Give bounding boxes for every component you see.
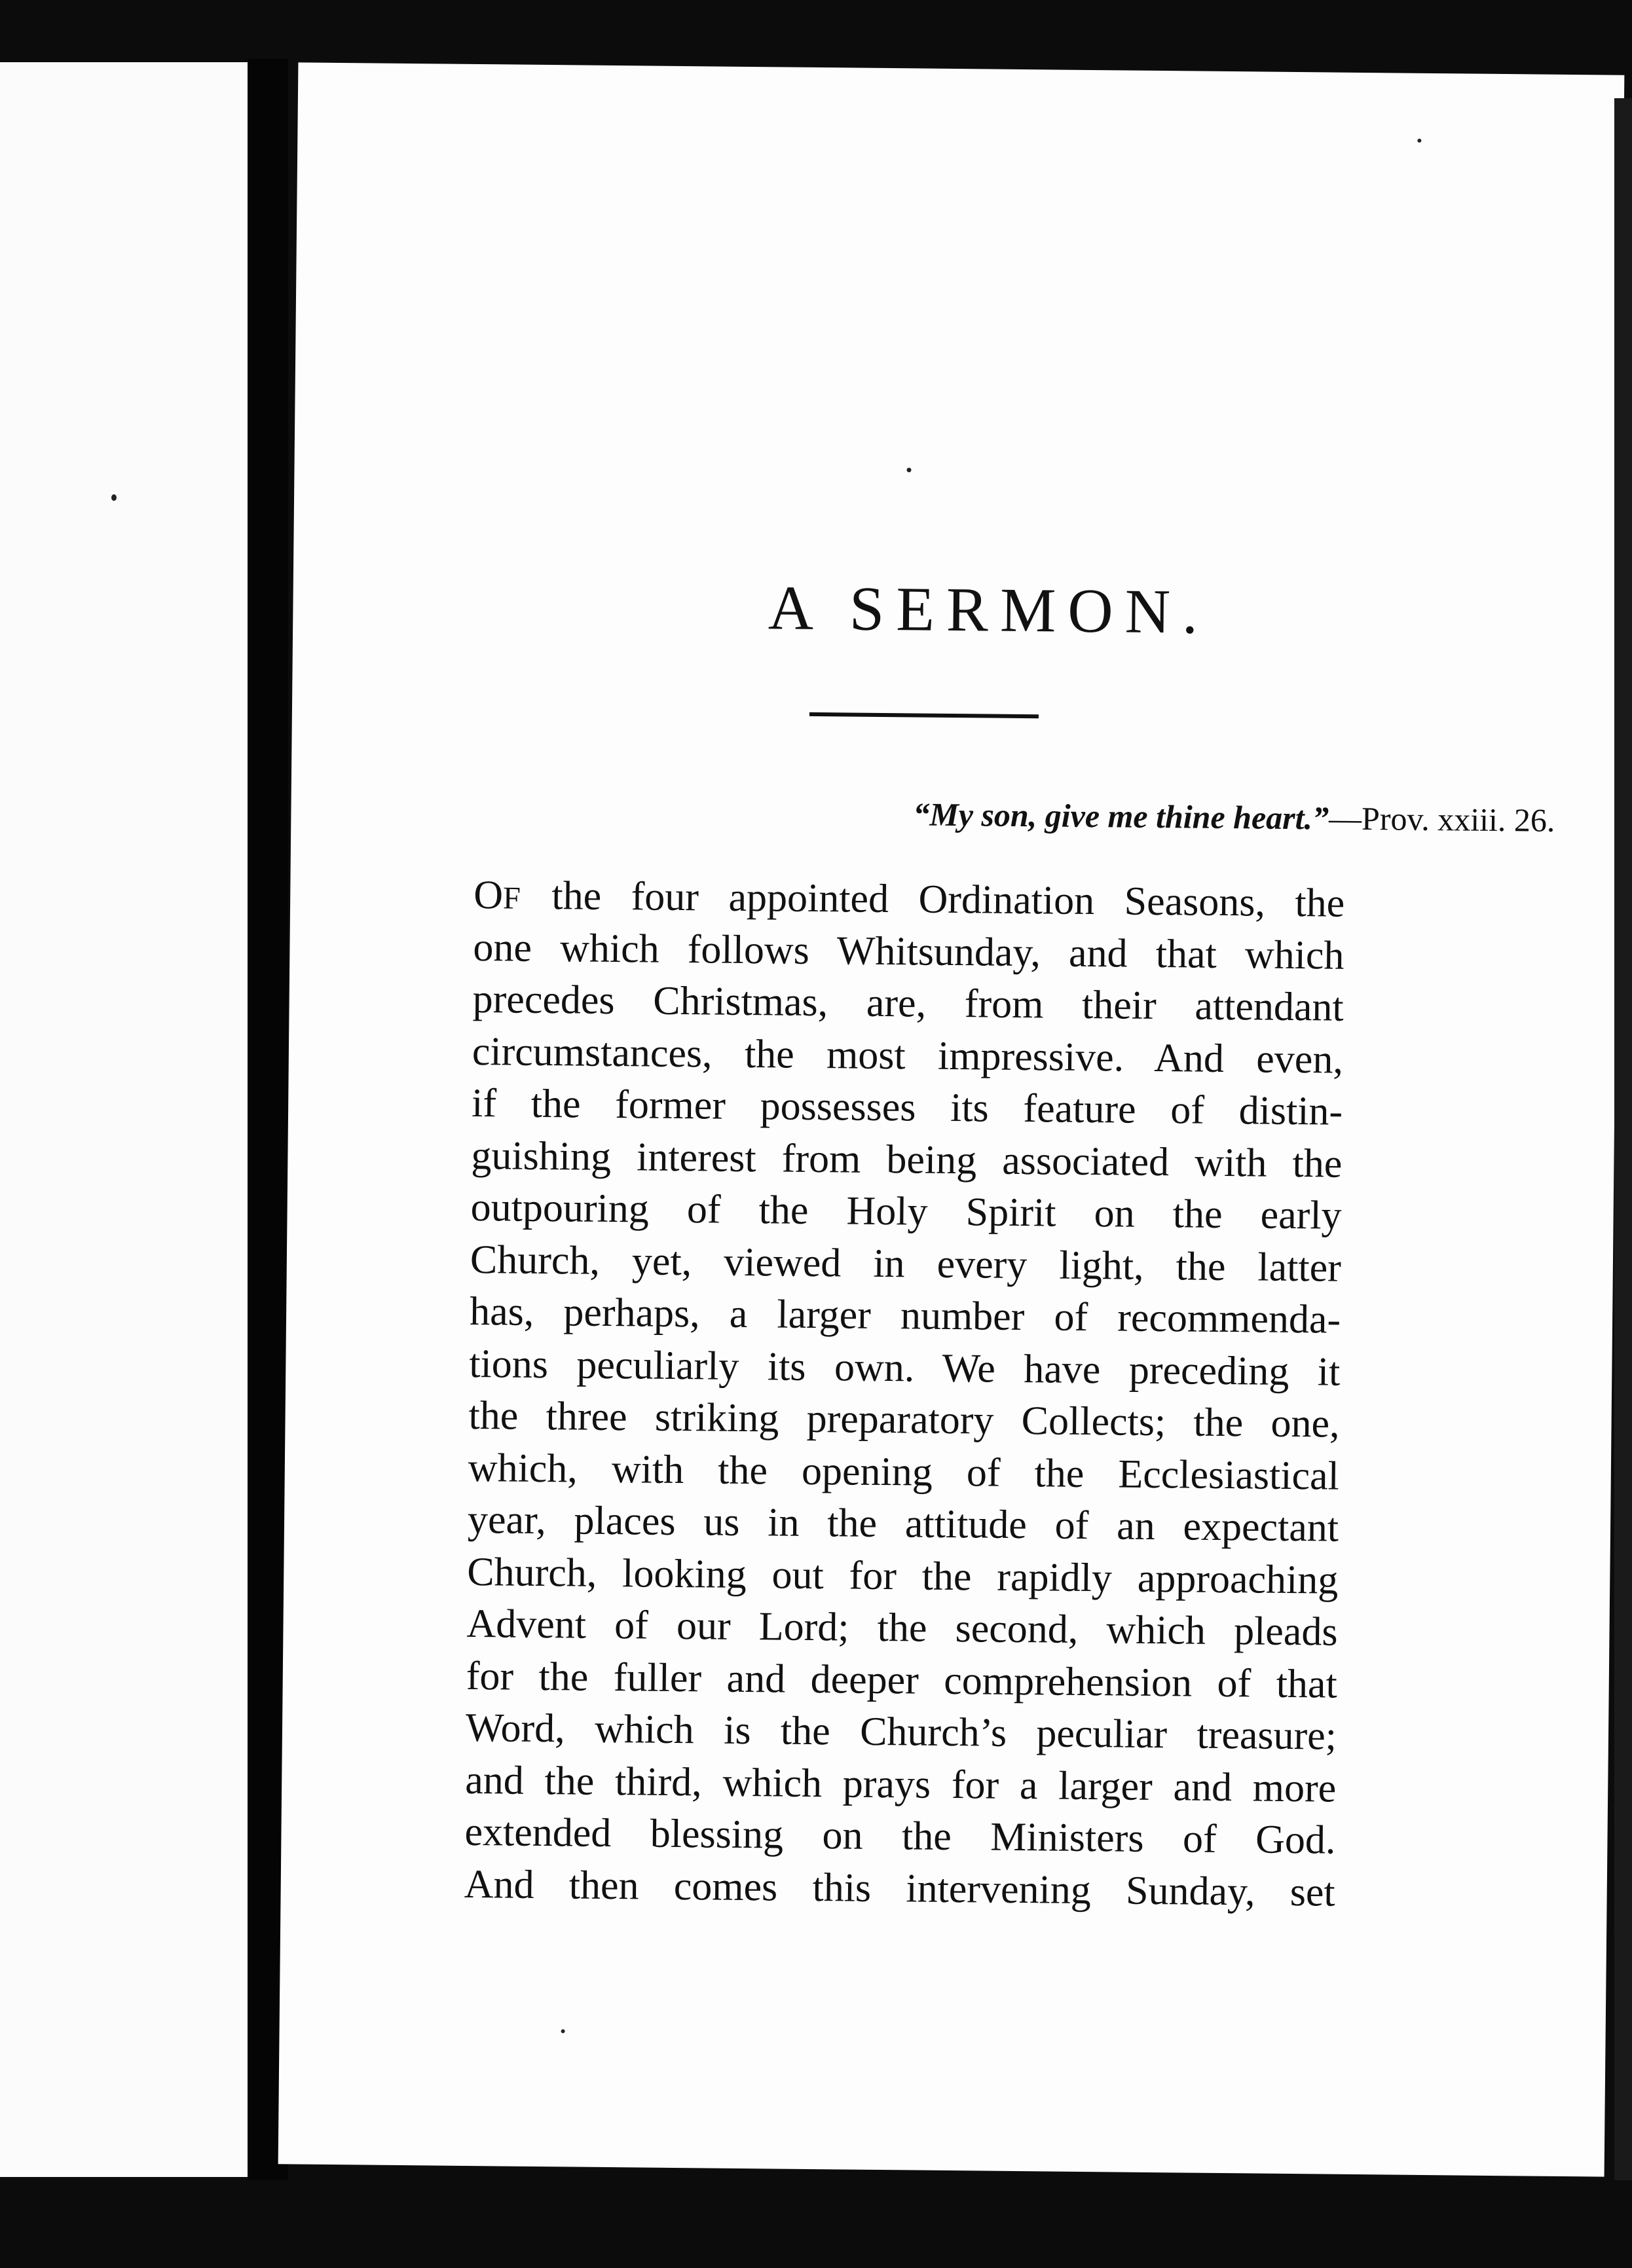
body-line: Church, yet, viewed in every light, the latter bbox=[470, 1237, 1342, 1290]
title-rule-divider bbox=[809, 712, 1039, 718]
body-line bbox=[473, 869, 1345, 930]
paper-speck bbox=[561, 2029, 565, 2033]
body-line: and the third, which prays for a larger and more bbox=[464, 1757, 1337, 1811]
body-line: the three striking preparatory Collects; the one, bbox=[468, 1393, 1340, 1446]
page-title: A SERMON. bbox=[768, 572, 1210, 647]
scan-background-bottom bbox=[0, 2180, 1632, 2268]
epigraph bbox=[527, 792, 1555, 839]
body-line: if the former possesses its feature of distin- bbox=[471, 1080, 1343, 1134]
sermon-body bbox=[464, 869, 1345, 1919]
body-line: Church, looking out for the rapidly approaching bbox=[467, 1549, 1339, 1603]
body-line: And then comes this intervening Sunday, set bbox=[464, 1861, 1336, 1915]
body-line: Word, which is the Church’s peculiar treasure; bbox=[465, 1705, 1337, 1759]
body-line: guishing interest from being associated with the bbox=[471, 1133, 1343, 1186]
body-line-text: the four appointed Ordination Seasons, the bbox=[521, 873, 1345, 926]
initial-smallcap: F bbox=[502, 881, 523, 916]
body-line: outpouring of the Holy Spirit on the early bbox=[470, 1184, 1342, 1238]
body-line: has, perhaps, a larger number of recommenda- bbox=[469, 1289, 1341, 1342]
body-line: one which follows Whitsunday, and that which bbox=[473, 924, 1345, 978]
body-line: for the fuller and deeper comprehension of that bbox=[466, 1653, 1338, 1707]
body-line: which, with the opening of the Ecclesiastical bbox=[468, 1445, 1340, 1499]
body-line: year, places us in the attitude of an expectant bbox=[467, 1497, 1339, 1550]
page-right-edge bbox=[1614, 98, 1632, 2180]
body-line: precedes Christmas, are, from their attendant bbox=[472, 976, 1344, 1030]
initial-letter: O bbox=[473, 872, 504, 918]
body-line: tions peculiarly its own. We have preceding it bbox=[469, 1341, 1341, 1395]
body-line: extended blessing on the Ministers of God. bbox=[464, 1809, 1336, 1863]
book-page bbox=[278, 62, 1625, 2176]
left-facing-page bbox=[0, 62, 248, 2177]
paper-speck bbox=[906, 467, 911, 472]
paper-speck bbox=[1417, 139, 1421, 143]
paper-speck bbox=[111, 494, 117, 501]
body-line: Advent of our Lord; the second, which pleads bbox=[466, 1601, 1338, 1655]
epigraph-reference: —Prov. xxiii. 26. bbox=[1328, 799, 1555, 839]
body-line: circumstances, the most impressive. And even, bbox=[472, 1029, 1344, 1082]
epigraph-quote: “My son, give me thine heart.” bbox=[913, 796, 1329, 837]
